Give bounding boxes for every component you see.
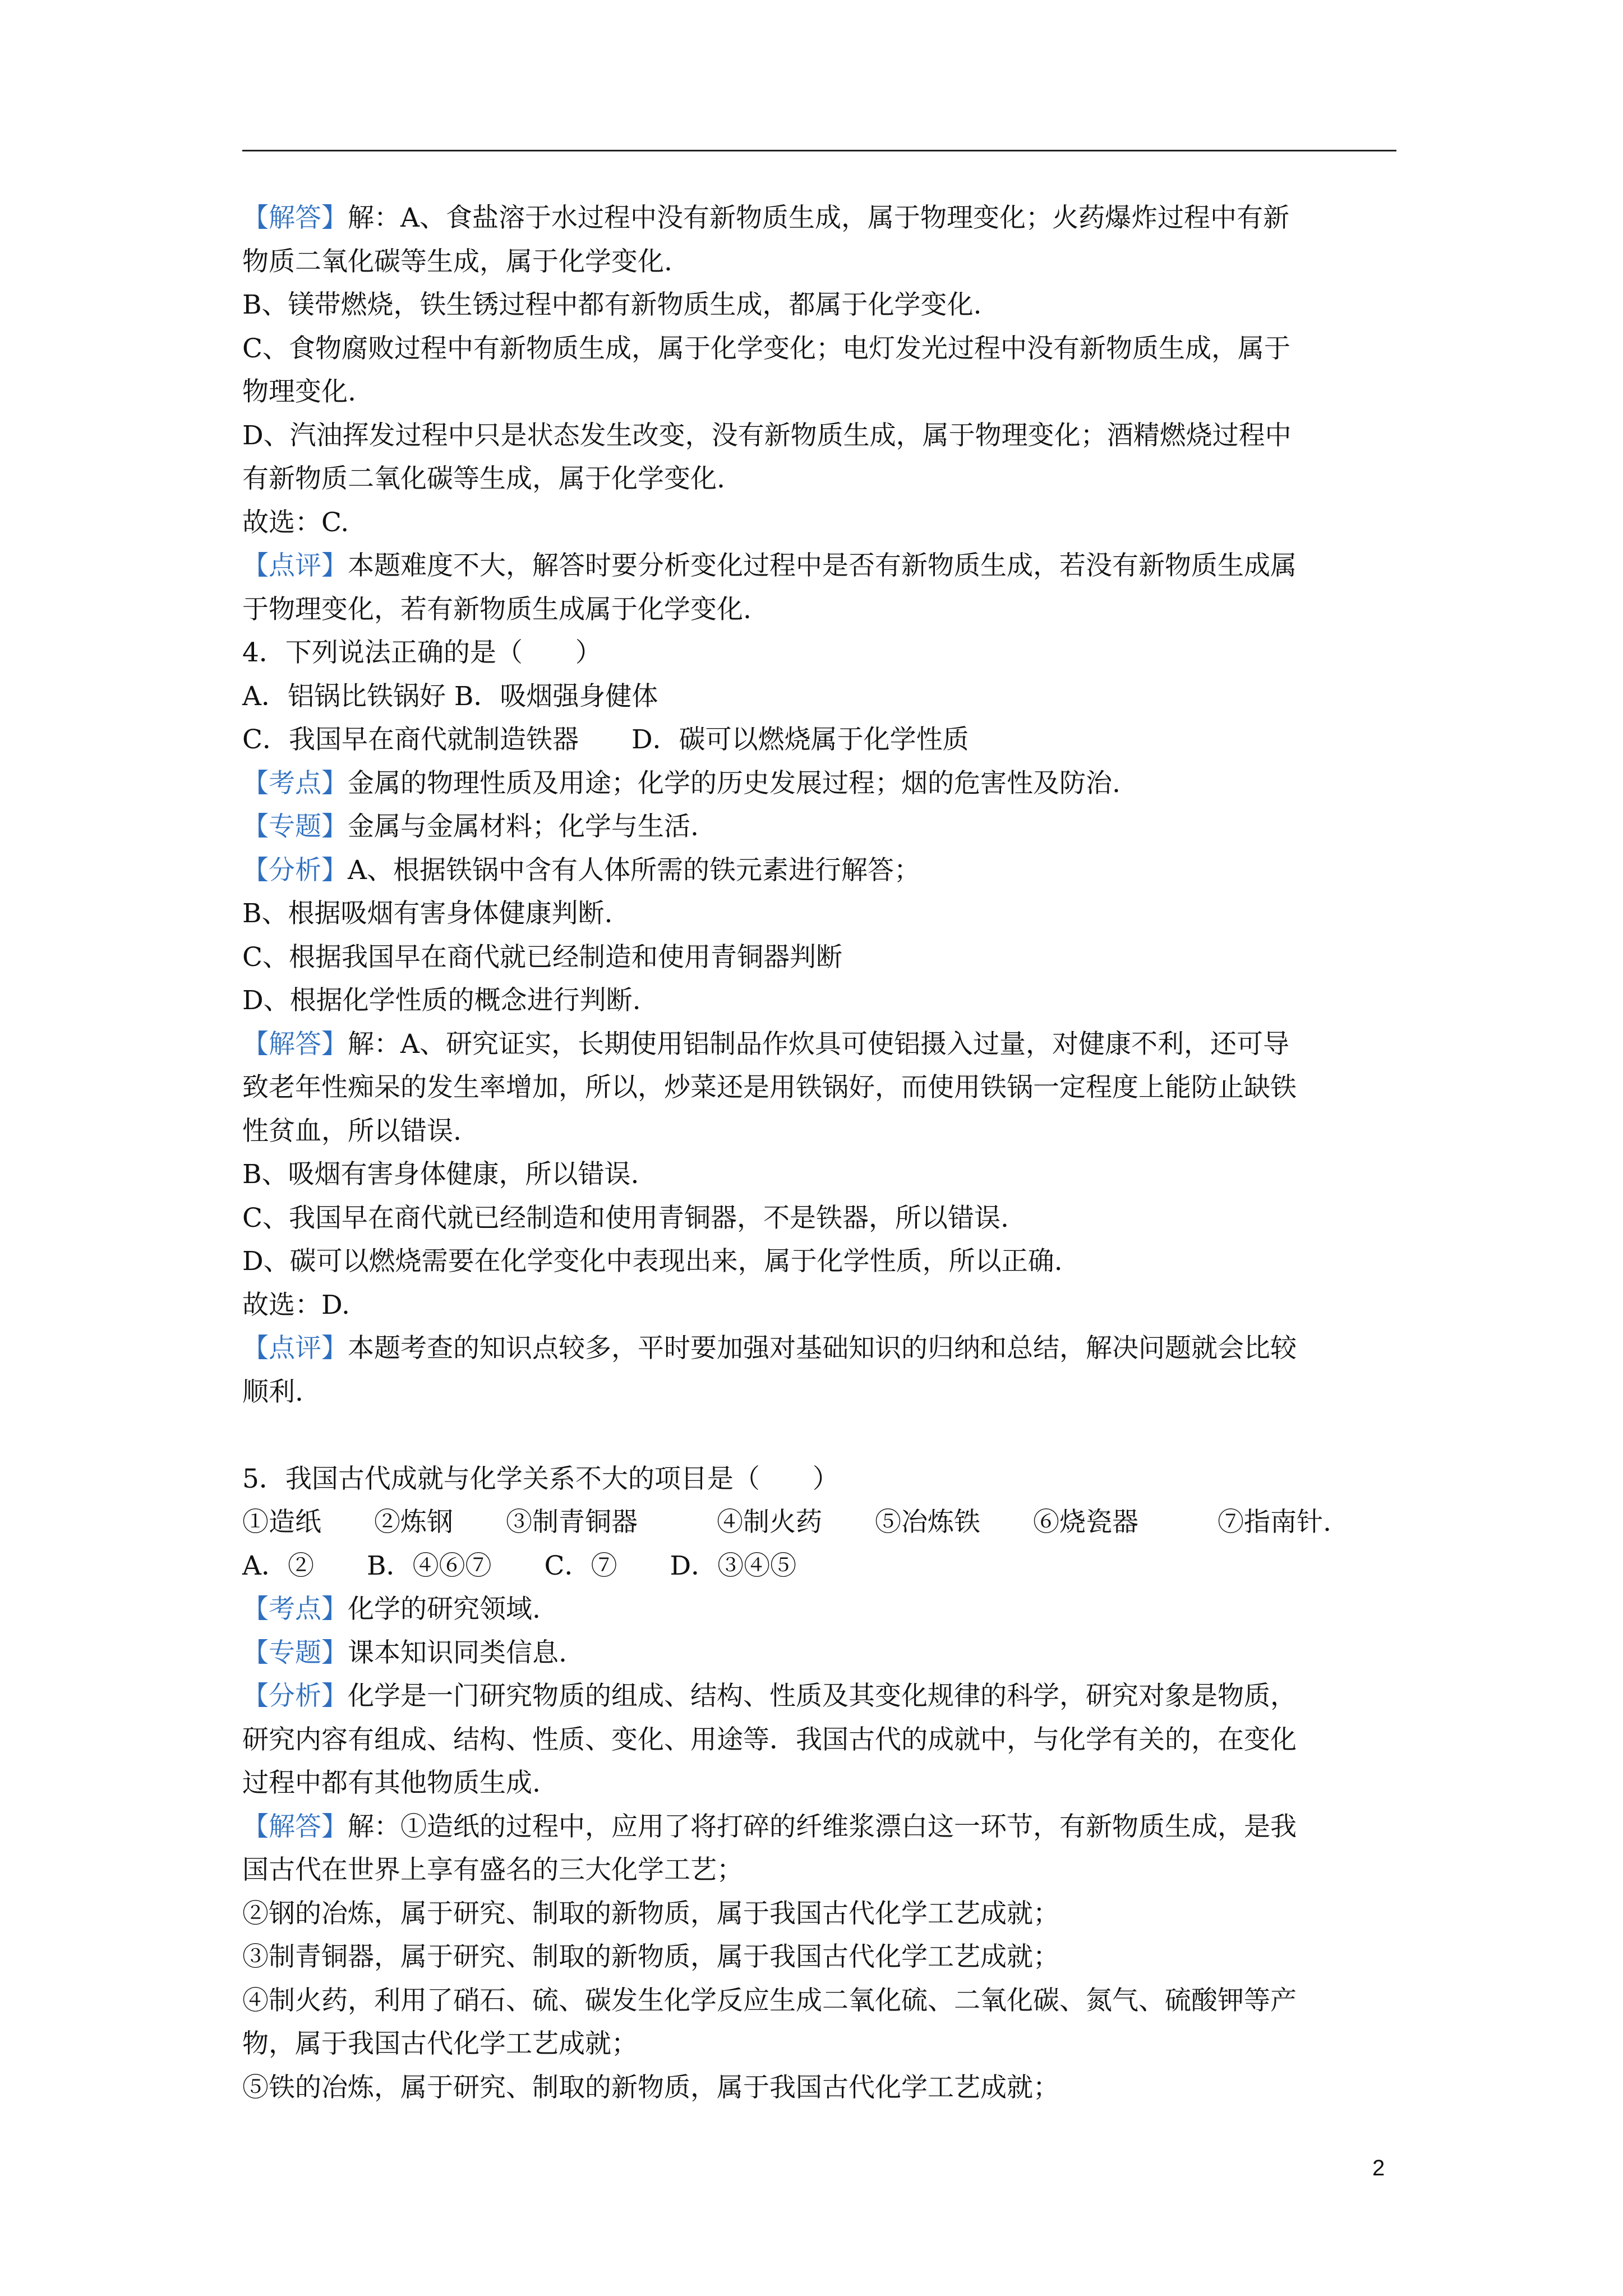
paragraph <box>242 1979 1398 2066</box>
text-line <box>242 1892 1398 1936</box>
blank-line <box>242 1414 1398 1457</box>
paragraph <box>242 1935 1398 1979</box>
text-line <box>242 283 1398 327</box>
paragraph <box>242 849 1398 892</box>
line-text: 故选：D. <box>242 1289 350 1320</box>
text-line <box>242 1066 1398 1110</box>
line-text: 5．我国古代成就与化学关系不大的项目是（ ） <box>242 1463 839 1494</box>
line-text: 有新物质二氧化碳等生成，属于化学变化. <box>242 463 725 494</box>
text-line <box>242 1979 1398 2023</box>
text-line <box>242 588 1398 632</box>
paragraph <box>242 805 1398 849</box>
paragraph <box>242 544 1398 631</box>
text-line <box>242 1935 1398 1979</box>
line-text: ①造纸 ②炼钢 ③制青铜器 ④制火药 ⑤冶炼铁 ⑥烧瓷器 ⑦指南针. <box>242 1507 1331 1538</box>
section-tag: 【分析】 <box>242 1681 348 1711</box>
line-text: 本题考查的知识点较多，平时要加强对基础知识的归纳和总结，解决问题就会比较 <box>348 1333 1297 1364</box>
paragraph <box>242 501 1398 545</box>
paragraph <box>242 1457 1398 1501</box>
text-line <box>242 1848 1398 1892</box>
paragraph <box>242 1631 1398 1675</box>
text-line <box>242 501 1398 545</box>
line-text: ②钢的冶炼，属于研究、制取的新物质，属于我国古代化学工艺成就； <box>242 1898 1059 1929</box>
line-text: 国古代在世界上享有盛名的三大化学工艺； <box>242 1855 743 1885</box>
text-line <box>242 936 1398 979</box>
text-line <box>242 892 1398 936</box>
line-text: A．铝锅比铁锅好 B．吸烟强身健体 <box>242 680 658 712</box>
paragraph <box>242 2066 1398 2110</box>
line-text: 课本知识同类信息. <box>348 1637 567 1668</box>
line-text: 物质二氧化碳等生成，属于化学变化. <box>242 246 672 277</box>
paragraph <box>242 327 1398 414</box>
text-line <box>242 1501 1398 1544</box>
text-line <box>242 457 1398 501</box>
line-text: B、镁带燃烧，铁生锈过程中都有新物质生成，都属于化学变化. <box>242 289 982 320</box>
line-text: 故选：C. <box>242 507 349 538</box>
section-tag: 【解答】 <box>242 1028 348 1060</box>
line-text: 顺利. <box>242 1376 303 1407</box>
text-line <box>242 1023 1398 1066</box>
line-text: 解：①造纸的过程中，应用了将打碎的纤维浆漂白这一环节，有新物质生成，是我 <box>348 1811 1297 1842</box>
line-text: A、根据铁锅中含有人体所需的铁元素进行解答； <box>348 854 920 886</box>
document-body <box>242 196 1398 2109</box>
text-line <box>242 370 1398 414</box>
line-text: ③制青铜器，属于研究、制取的新物质，属于我国古代化学工艺成就； <box>242 1941 1059 1972</box>
section-tag: 【考点】 <box>242 767 348 799</box>
text-line <box>242 1197 1398 1240</box>
paragraph <box>242 675 1398 719</box>
text-line <box>242 414 1398 458</box>
section-tag: 【解答】 <box>242 1811 348 1842</box>
paragraph <box>242 631 1398 675</box>
line-text: 于物理变化，若有新物质生成属于化学变化. <box>242 593 751 625</box>
paragraph <box>242 1023 1398 1153</box>
text-line <box>242 544 1398 588</box>
line-text: 过程中都有其他物质生成. <box>242 1768 541 1798</box>
paragraph <box>242 1588 1398 1631</box>
line-text: C、我国早在商代就已经制造和使用青铜器，不是铁器，所以错误. <box>242 1202 1009 1234</box>
line-text: 金属的物理性质及用途；化学的历史发展过程；烟的危害性及防治. <box>348 767 1121 799</box>
paragraph <box>242 1501 1398 1544</box>
line-text: A．② B．④⑥⑦ C．⑦ D．③④⑤ <box>242 1550 797 1581</box>
section-tag: 【点评】 <box>242 550 348 581</box>
text-line <box>242 805 1398 849</box>
text-line <box>242 979 1398 1023</box>
text-line <box>242 718 1398 762</box>
line-text: 解：A、食盐溶于水过程中没有新物质生成，属于物理变化；火药爆炸过程中有新 <box>348 203 1289 233</box>
line-text: 本题难度不大，解答时要分析变化过程中是否有新物质生成，若没有新物质生成属 <box>348 550 1297 581</box>
line-text: 金属与金属材料；化学与生活. <box>348 811 699 842</box>
text-line <box>242 1240 1398 1283</box>
paragraph <box>242 1240 1398 1283</box>
paragraph <box>242 1544 1398 1588</box>
text-line <box>242 196 1398 240</box>
text-line <box>242 1761 1398 1805</box>
paragraph <box>242 1153 1398 1197</box>
text-line <box>242 631 1398 675</box>
line-text: D、汽油挥发过程中只是状态发生改变，没有新物质生成，属于物理变化；酒精燃烧过程中 <box>242 420 1292 451</box>
section-tag: 【考点】 <box>242 1594 348 1625</box>
text-line <box>242 1327 1398 1370</box>
line-text: B、根据吸烟有害身体健康判断. <box>242 898 613 929</box>
paragraph <box>242 762 1398 806</box>
paragraph <box>242 718 1398 762</box>
paragraph <box>242 414 1398 501</box>
paragraph <box>242 283 1398 327</box>
page-number: 2 <box>1372 2156 1385 2180</box>
line-text: 化学是一门研究物质的组成、结构、性质及其变化规律的科学，研究对象是物质， <box>348 1681 1297 1711</box>
paragraph <box>242 892 1398 936</box>
text-line <box>242 1631 1398 1675</box>
section-tag: 【专题】 <box>242 1637 348 1668</box>
section-tag: 【解答】 <box>242 203 348 233</box>
paragraph <box>242 979 1398 1023</box>
paragraph <box>242 936 1398 979</box>
text-line <box>242 675 1398 719</box>
header-rule <box>242 150 1396 151</box>
line-text: 致老年性痴呆的发生率增加，所以，炒菜还是用铁锅好，而使用铁锅一定程度上能防止缺铁 <box>242 1072 1297 1103</box>
line-text: ④制火药，利用了硝石、硫、碳发生化学反应生成二氧化硫、二氧化碳、氮气、硫酸钾等产 <box>242 1985 1297 2016</box>
section-tag: 【专题】 <box>242 811 348 842</box>
text-line <box>242 1153 1398 1197</box>
text-line <box>242 1544 1398 1588</box>
paragraph <box>242 1805 1398 1892</box>
line-text: 研究内容有组成、结构、性质、变化、用途等．我国古代的成就中，与化学有关的，在变化 <box>242 1724 1297 1755</box>
paragraph <box>242 196 1398 283</box>
text-line <box>242 1805 1398 1849</box>
line-text: B、吸烟有害身体健康，所以错误. <box>242 1159 639 1190</box>
section-tag: 【分析】 <box>242 854 348 886</box>
text-line <box>242 1718 1398 1762</box>
section-tag: 【点评】 <box>242 1333 348 1364</box>
text-line <box>242 2066 1398 2110</box>
paragraph <box>242 1197 1398 1240</box>
line-text: C．我国早在商代就制造铁器 D．碳可以燃烧属于化学性质 <box>242 724 969 755</box>
paragraph <box>242 1674 1398 1805</box>
text-line <box>242 1457 1398 1501</box>
paragraph <box>242 1892 1398 1936</box>
line-text: ⑤铁的冶炼，属于研究、制取的新物质，属于我国古代化学工艺成就； <box>242 2072 1059 2103</box>
line-text: C、根据我国早在商代就已经制造和使用青铜器判断 <box>242 941 842 973</box>
line-text: D、根据化学性质的概念进行判断. <box>242 985 641 1016</box>
text-line <box>242 1283 1398 1327</box>
line-text: 4．下列说法正确的是（ ） <box>242 637 602 668</box>
line-text: 性贫血，所以错误. <box>242 1115 462 1147</box>
line-text: 化学的研究领域. <box>348 1594 541 1625</box>
text-line <box>242 1110 1398 1153</box>
text-line <box>242 1674 1398 1718</box>
text-line <box>242 1370 1398 1414</box>
line-text: C、食物腐败过程中有新物质生成，属于化学变化；电灯发光过程中没有新物质生成，属于 <box>242 333 1290 364</box>
text-line <box>242 849 1398 892</box>
line-text: D、碳可以燃烧需要在化学变化中表现出来，属于化学性质，所以正确. <box>242 1246 1063 1277</box>
text-line <box>242 1588 1398 1631</box>
line-text: 物，属于我国古代化学工艺成就； <box>242 2028 638 2059</box>
line-text: 解：A、研究证实，长期使用铝制品作炊具可使铝摄入过量，对健康不利，还可导 <box>348 1028 1289 1060</box>
text-line <box>242 240 1398 284</box>
paragraph <box>242 1327 1398 1414</box>
paragraph <box>242 1283 1398 1327</box>
text-line <box>242 2022 1398 2066</box>
text-line <box>242 327 1398 371</box>
text-line <box>242 762 1398 806</box>
line-text: 物理变化. <box>242 376 356 407</box>
